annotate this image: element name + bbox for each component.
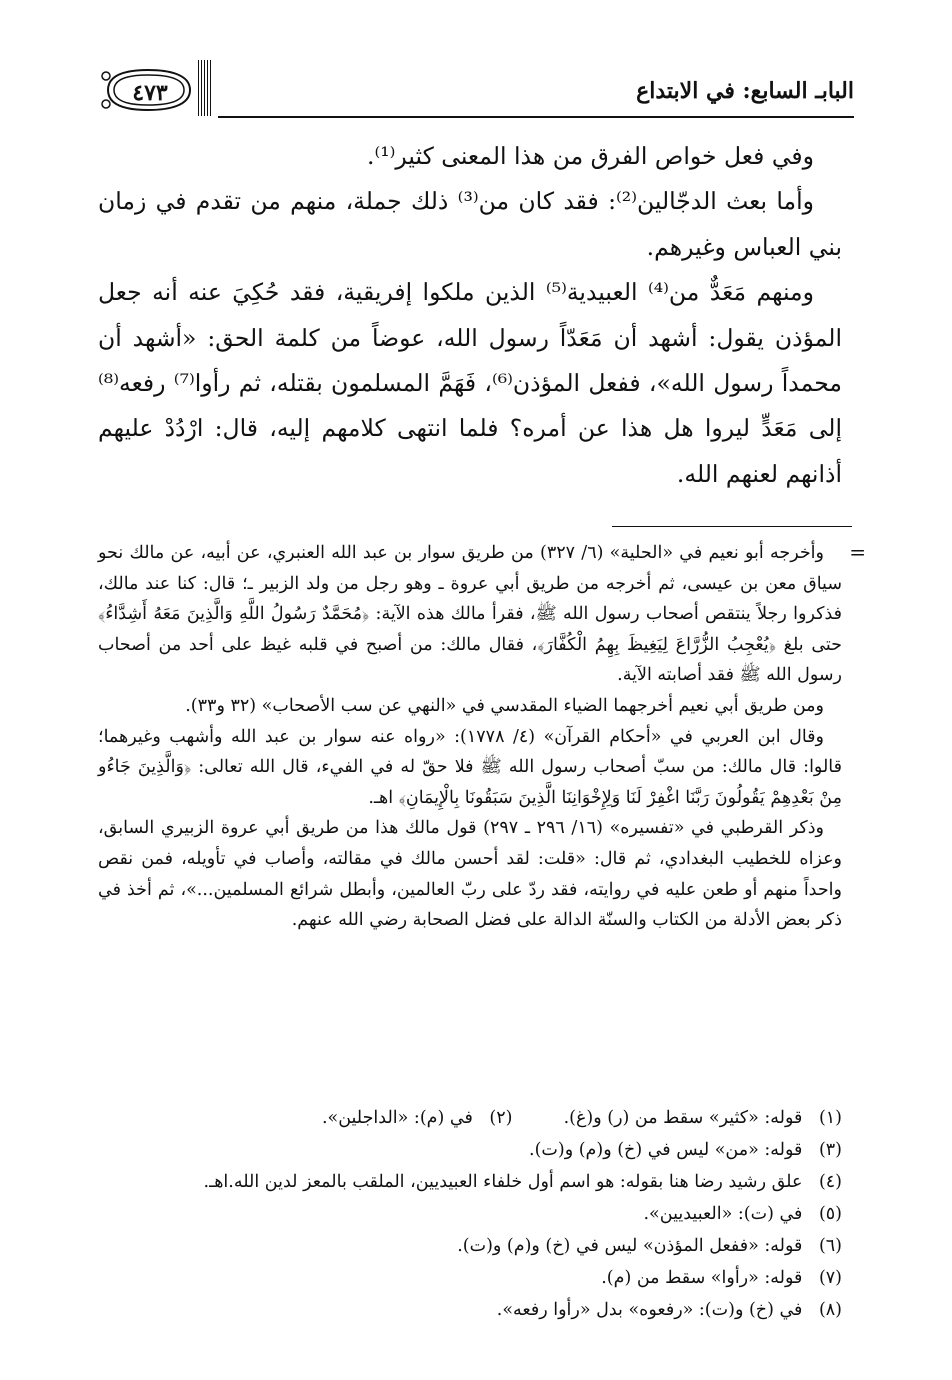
note-paragraph: وأخرجه أبو نعيم في «الحلية» (٦/ ٣٢٧) من طريق سوار بن عبد الله العنبري، عن أبيه، عن مالك نحو سياق معن بن عيسى، ثم أخرجه من طريق أبي عروة ـ وهو رجل من ولد الزبير ـ؛ قال: كنا عند مالك، فذكروا رجلاً ينتقص أصحاب رسول الله ﷺ، فقرأ مالك هذه الآية: ﴿مُحَمَّدٌ رَسُولُ اللَّهِ وَالَّذِينَ مَعَهُ أَشِدَّاءُ﴾ حتى بلغ ﴿يُعْجِبُ الزُّرَّاعَ لِيَغِيظَ بِهِمُ الْكُفَّارَ﴾، فقال مالك: من أصبح في قلبه غيظ على أحد من أصحاب رسول الله ﷺ فقد أصابته الآية.	[98, 543, 843, 686]
header-ornament-bars	[198, 60, 212, 116]
note-paragraph: ومن طريق أبي نعيم أخرجهما الضياء المقدسي في «النهي عن سب الأصحاب» (٣٢ و٣٣).	[185, 695, 824, 716]
footnote-6	[457, 1236, 842, 1256]
footnote-text: في (ت): «العبيديين».	[643, 1204, 803, 1224]
paragraph: وفي فعل خواص الفرق من هذا المعنى كثير⁽¹⁾.	[366, 142, 814, 170]
footnote-number: (١)	[818, 1108, 842, 1128]
footnote-text: علق رشيد رضا هنا بقوله: هو اسم أول خلفاء العبيديين، الملقب بالمعز لدين الله.اهـ.	[203, 1172, 803, 1192]
footnote-5	[643, 1204, 842, 1224]
footnote-text: قوله: «كثير» سقط من (ر) و(غ).	[563, 1108, 803, 1128]
footnote-number: (٢)	[489, 1108, 513, 1128]
main-text	[98, 134, 842, 497]
footnote-number: (٥)	[818, 1204, 842, 1224]
footnote-number: (٤)	[818, 1172, 842, 1192]
footnote-separator	[612, 526, 852, 527]
paragraph: ومنهم مَعَدٌّ من⁽⁴⁾ العبيدية⁽⁵⁾ الذين ملكوا إفريقية، فقد حُكِيَ عنه أنه جعل المؤذن يقول: أشهد أن مَعَدّاً رسول الله، عوضاً من كلمة الحق: «أشهد أن محمداً رسول الله»، ففعل المؤذن⁽⁶⁾، فَهَمَّ المسلمون بقتله، ثم رأوا⁽⁷⁾ رفعه⁽⁸⁾ إلى مَعَدٍّ ليروا هل هذا عن أمره؟ فلما انتهى كلامهم إليه، قال: ارْدُدْ عليهم أذانهم لعنهم الله.	[98, 278, 842, 488]
footnote-text: في (خ) و(ت): «رفعوه» بدل «رأوا رفعه».	[496, 1300, 803, 1320]
footnotes-block	[98, 538, 842, 936]
page-number: ٤٧٣	[132, 80, 168, 106]
continuation-mark: =	[849, 540, 866, 564]
footnote-4	[204, 1172, 842, 1192]
note-paragraph: وذكر القرطبي في «تفسيره» (١٦/ ٢٩٦ ـ ٢٩٧) قول مالك هذا من طريق أبي عروة الزبيري السابق، وعزاه للخطيب البغدادي، ثم قال: «قلت: لقد أحسن مالك في مقالته، وأصاب في تأويله، فمن نقص واحداً منهم أو طعن عليه في روايته، فقد ردّ على ربّ العالمين، وأبطل شرائع المسلمين...»، ثم أخذ في ذكر بعض الأدلة من الكتاب والسنّة الدالة على فضل الصحابة رضي الله عنهم.	[98, 818, 842, 931]
footnote-3	[529, 1140, 842, 1160]
footnote-text: قوله: «من» ليس في (خ) و(م) و(ت).	[529, 1140, 803, 1160]
footnote-number: (٦)	[818, 1236, 842, 1256]
footnote-8	[497, 1300, 842, 1320]
footnote-1-2	[322, 1108, 842, 1128]
footnote-number: (٣)	[818, 1140, 842, 1160]
footnote-text: في (م): «الداجلين».	[321, 1108, 473, 1128]
footnote-text: قوله: «رأوا» سقط من (م).	[601, 1268, 803, 1288]
footnote-number: (٧)	[818, 1268, 842, 1288]
page-number-badge	[98, 66, 194, 114]
footnote-number: (٨)	[818, 1300, 842, 1320]
footnote-text: قوله: «ففعل المؤذن» ليس في (خ) و(م) و(ت).	[457, 1236, 803, 1256]
footnote-7	[601, 1268, 842, 1288]
chapter-title: البابـ السابع: في الابتداع	[636, 78, 854, 104]
note-paragraph: وقال ابن العربي في «أحكام القرآن» (٤/ ١٧٧٨): «رواه عنه سوار بن عبد الله وأشهب وغيرهما؛ قالوا: قال مالك: من سبّ أصحاب رسول الله ﷺ فلا حقّ له في الفيء، قال الله تعالى: ﴿وَالَّذِينَ جَاءُو مِنْ بَعْدِهِمْ يَقُولُونَ رَبَّنَا اغْفِرْ لَنَا وَلِإِخْوَانِنَا الَّذِينَ سَبَقُونَا بِالْإِيمَانِ﴾ اهـ.	[98, 726, 842, 808]
paragraph: وأما بعث الدجّالين⁽²⁾: فقد كان من⁽³⁾ ذلك جملة، منهم من تقدم في زمان بني العباس وغيرهم.	[98, 187, 842, 261]
header-rule	[218, 116, 854, 118]
running-header	[98, 60, 854, 120]
